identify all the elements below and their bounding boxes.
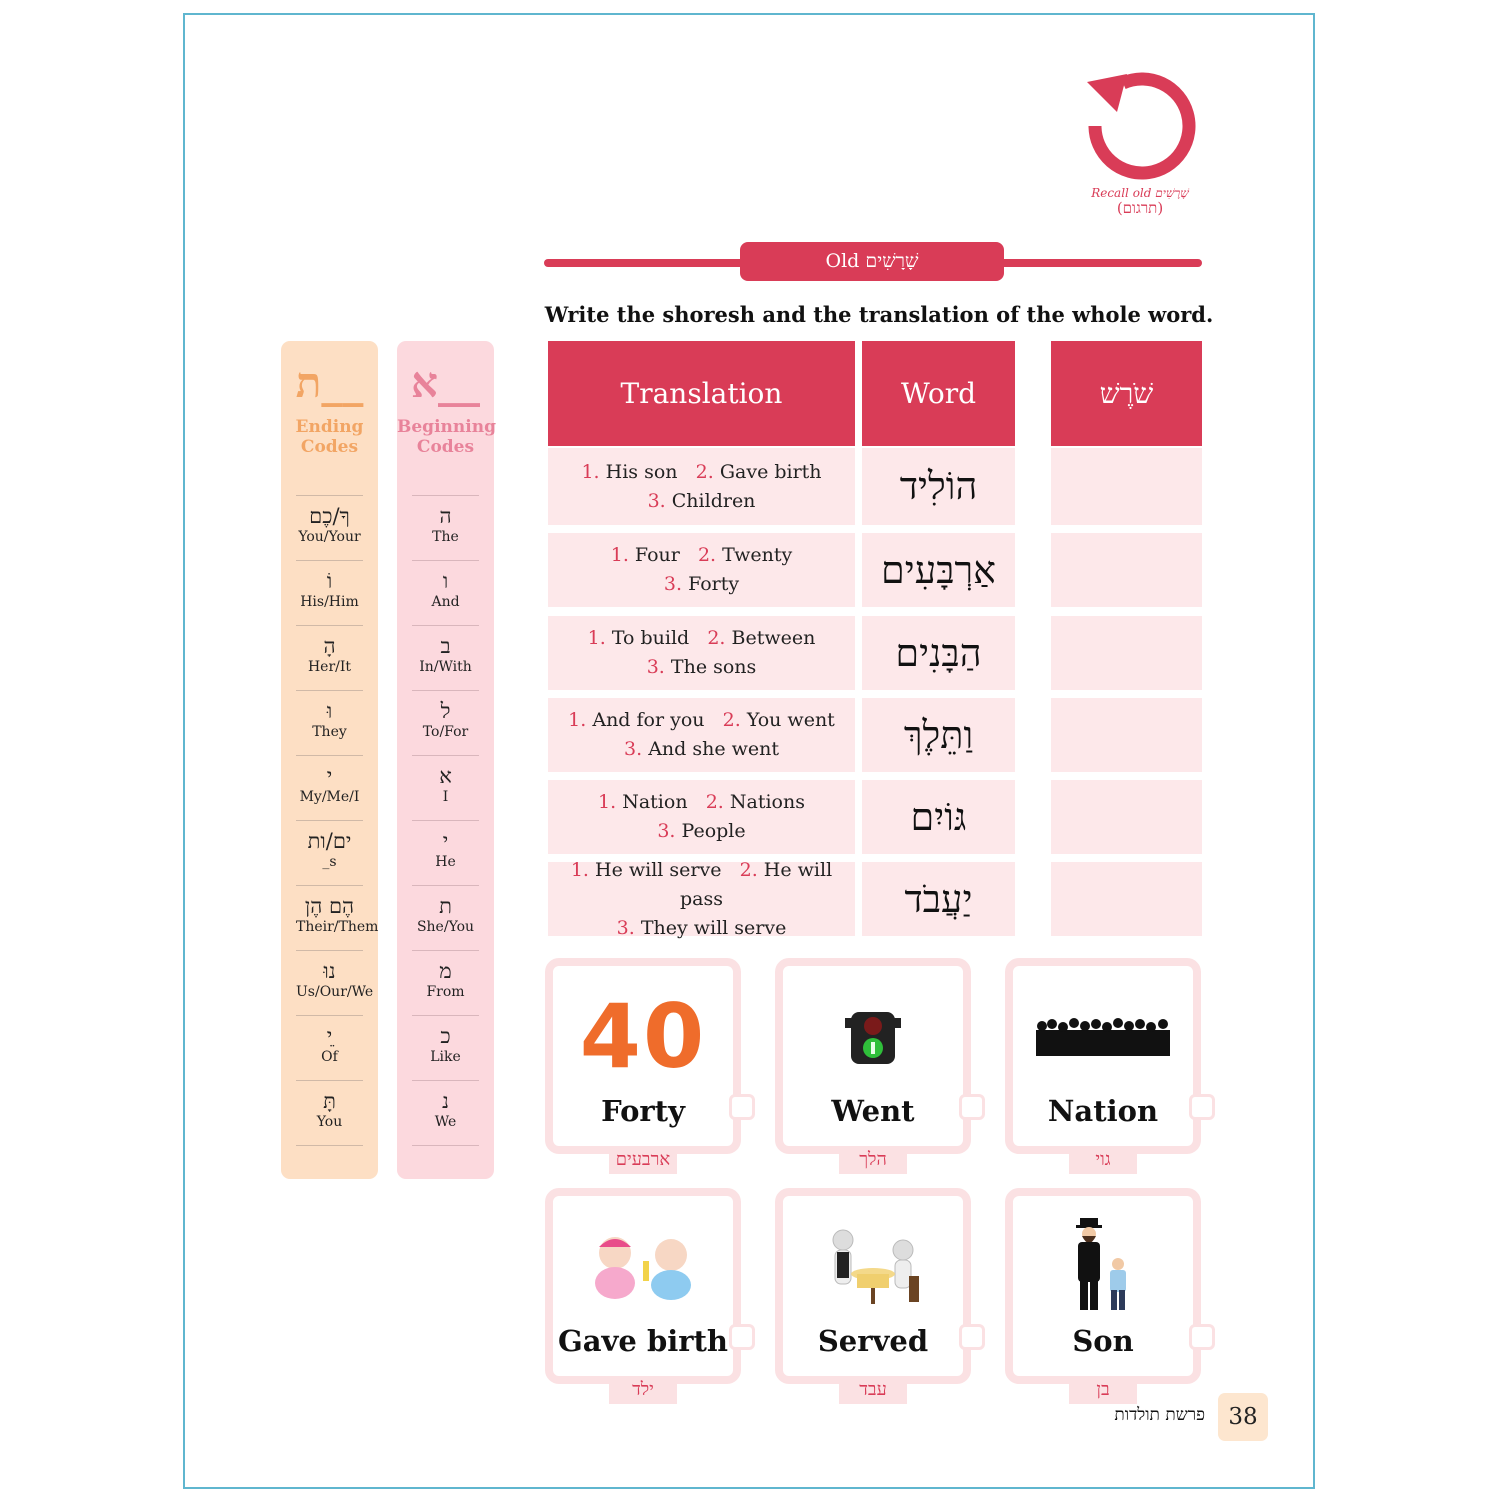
card-hebrew-tag: הלך [839,1146,907,1174]
option-text: Twenty [722,544,793,566]
code-hebrew: הֶם הֶן [304,894,355,918]
beginning-code-item [412,625,479,690]
option-number: 1. [568,709,587,731]
option-number: 2. [739,858,758,881]
option-text: People [681,820,746,842]
code-english: Of [321,1049,338,1065]
waiter-serving-icon [783,1216,963,1316]
card-checkbox[interactable] [729,1094,755,1120]
code-hebrew: מ [439,959,452,983]
code-hebrew: תָּ [323,1089,336,1113]
code-hebrew: ו [442,569,449,593]
option-number: 3. [646,656,665,678]
code-hebrew: כ [440,1024,451,1048]
ending-code-item [296,1080,363,1145]
card-served [775,1188,971,1400]
beginning-code-item [412,1015,479,1080]
options-line-1 [548,706,855,735]
option-number: 3. [663,573,683,595]
card-gave-birth [545,1188,741,1400]
shoresh-answer-box[interactable] [1051,862,1202,936]
option-text: Between [731,627,816,649]
options-line-1 [548,458,855,487]
option-number: 3. [657,820,676,842]
code-hebrew: ל [440,699,451,723]
card-label: Gave birth [557,1324,728,1358]
translation-options [548,698,855,772]
code-hebrew: ב [440,634,451,658]
ending-code-item [296,1015,363,1080]
shoresh-answer-box[interactable] [1051,698,1202,772]
code-english: We [434,1114,457,1130]
option-text: Gave birth [719,460,822,483]
ending-codes-title-line2: Codes [300,437,359,457]
card-hebrew-tag: גוי [1069,1146,1137,1174]
card-label: Son [1072,1324,1134,1358]
card-checkbox[interactable] [1189,1094,1215,1120]
code-hebrew: ים/ות [307,829,352,853]
hebrew-word: הוֹלִיד [862,448,1015,525]
hebrew-word: גּוֹיִם [862,780,1015,854]
beginning-code-item [412,820,479,885]
shoresh-answer-box[interactable] [1051,780,1202,854]
shoresh-answer-box[interactable] [1051,616,1202,690]
options-line-1 [548,541,855,570]
card-nation [1005,958,1201,1170]
card-hebrew-tag: ילד [609,1376,677,1404]
hebrew-word: וַתֵּלֶךְ [862,698,1015,772]
card-checkbox[interactable] [729,1324,755,1350]
option-number: 1. [570,858,589,881]
options-line-2 [548,487,855,516]
ending-code-item [296,755,363,820]
beginning-code-item [412,495,479,560]
option-number: 1. [581,460,600,483]
code-hebrew: ת [439,894,452,918]
beginning-codes-glyph: א__ [411,358,480,407]
beginning-code-item [412,885,479,950]
beginning-codes-title-line1: Beginning [397,417,496,437]
option-text: He will serve [595,858,722,881]
card-checkbox[interactable] [959,1324,985,1350]
options-line-2 [548,914,855,943]
code-english: He [435,854,456,870]
beginning-codes-title [397,417,494,457]
ending-code-item [296,950,374,1015]
babies-icon [553,1216,733,1316]
options-line-2 [548,570,855,599]
option-number: 2. [705,791,724,813]
recall-badge [1083,70,1197,216]
beginning-code-item [412,690,479,755]
options-line-1 [548,856,855,914]
ending-code-item [296,885,379,950]
hebrew-word: יַעֲבֹד [862,862,1015,936]
options-line-2 [548,653,855,682]
ending-codes-glyph: ת__ [295,358,364,407]
father-and-son-icon [1013,1216,1193,1316]
code-english: They [312,724,347,740]
card-hebrew-tag: בן [1069,1376,1137,1404]
code-hebrew: נ [442,1089,449,1113]
section-banner: Old שָׁרָשִׁים [740,242,1004,281]
option-text: You went [746,709,835,731]
translation-options [548,616,855,690]
ending-code-item [296,820,363,885]
hebrew-word: אַרְבָּעִים [862,533,1015,607]
code-english: The [432,529,459,545]
beginning-codes-title-line2: Codes [416,437,475,457]
option-text: Four [634,544,680,566]
options-line-1 [548,624,855,653]
option-text: Forty [688,573,740,595]
card-label: Nation [1047,1094,1159,1128]
option-text: The sons [670,656,757,678]
card-hebrew-tag: עבד [839,1376,907,1404]
code-english: Like [430,1049,461,1065]
code-english: And [431,594,460,610]
code-hebrew: ֵי [326,1024,333,1048]
card-hebrew-tag: ארבעים [609,1146,677,1174]
option-number: 1. [610,544,629,566]
ending-code-item [296,625,363,690]
option-text: His son [605,460,678,483]
option-text: He will pass [680,858,833,910]
options-line-2 [548,817,855,846]
beginning-code-item [412,950,479,1015]
recall-caption: Recall old שָׁרָשִׁים [1091,186,1189,200]
code-hebrew: וּ [326,699,333,723]
option-text: And she went [648,738,779,760]
code-divider [296,1145,363,1146]
option-number: 2. [695,460,714,483]
recall-subcaption: (תרגום) [1116,199,1164,217]
options-line-1 [548,788,855,817]
header-translation: Translation [548,341,855,446]
option-number: 1. [587,627,606,649]
option-number: 2. [722,709,741,731]
ending-codes-title [281,417,378,457]
recall-arrow-icon [1083,70,1197,182]
option-text: Nation [622,791,688,813]
option-number: 2. [697,544,717,566]
card-label: Served [817,1324,929,1358]
traffic-light-icon [783,986,963,1086]
code-hebrew: וֹ [326,569,333,593]
header-shoresh: שֹׁרֶשׁ [1051,341,1202,446]
code-english: _s [322,854,337,870]
translation-options [548,448,855,525]
ending-code-item [296,495,363,560]
translation-options [548,780,855,854]
option-text: Children [671,489,756,512]
code-hebrew: ה [439,504,452,528]
option-text: To build [611,627,690,649]
options-line-2 [548,735,855,764]
option-text: And for you [592,709,705,731]
code-english: Us/Our/We [296,984,374,1000]
code-hebrew: א [439,764,452,788]
code-english: I [442,789,449,805]
code-hebrew: י [326,764,333,788]
option-number: 3. [624,738,643,760]
translation-options [548,533,855,607]
code-hebrew: ךָ/כֶם [309,504,350,528]
beginning-codes-column [397,341,494,1179]
card-label: Forty [601,1094,685,1128]
ending-codes-column [281,341,378,1179]
code-english: My/Me/I [299,789,360,805]
code-english: Her/It [307,659,352,675]
option-number: 3. [647,489,666,512]
card-checkbox[interactable] [959,1094,985,1120]
card-son [1005,1188,1201,1400]
hebrew-word: הַבָּנִים [862,616,1015,690]
shoresh-answer-box[interactable] [1051,448,1202,525]
option-number: 1. [598,791,617,813]
code-english: From [426,984,465,1000]
card-checkbox[interactable] [1189,1324,1215,1350]
card-forty [545,958,741,1170]
instruction-text: Write the shoresh and the translation of the whole word. [544,302,1214,327]
code-english: You/Your [298,529,361,545]
shoresh-answer-box[interactable] [1051,533,1202,607]
code-hebrew: נוּ [323,959,336,983]
code-english: To/For [422,724,469,740]
code-hebrew: י [442,829,449,853]
code-english: You [316,1114,343,1130]
option-number: 3. [616,916,635,939]
code-english: In/With [419,659,472,675]
crowd-silhouette-icon [1013,986,1193,1086]
code-english: His/Him [300,594,359,610]
page-number: 38 [1218,1393,1268,1441]
card-went [775,958,971,1170]
ending-code-item [296,690,363,755]
card-label: Went [831,1094,915,1128]
option-text: Nations [729,791,805,813]
code-english: Their/Them [296,919,379,935]
number-forty-icon [553,986,733,1086]
code-hebrew: הָ [323,634,336,658]
option-number: 2. [707,627,726,649]
option-text: They will serve [640,916,787,939]
beginning-code-item [412,560,479,625]
ending-codes-title-line1: Ending [295,417,364,437]
translation-options [548,858,855,939]
forty-numeral: 40 [579,984,707,1088]
parsha-title: פרשת תולדות [1114,1405,1205,1425]
code-divider [412,1145,479,1146]
header-word: Word [862,341,1015,446]
ending-code-item [296,560,363,625]
beginning-code-item [412,1080,479,1145]
beginning-code-item [412,755,479,820]
code-english: She/You [416,919,475,935]
